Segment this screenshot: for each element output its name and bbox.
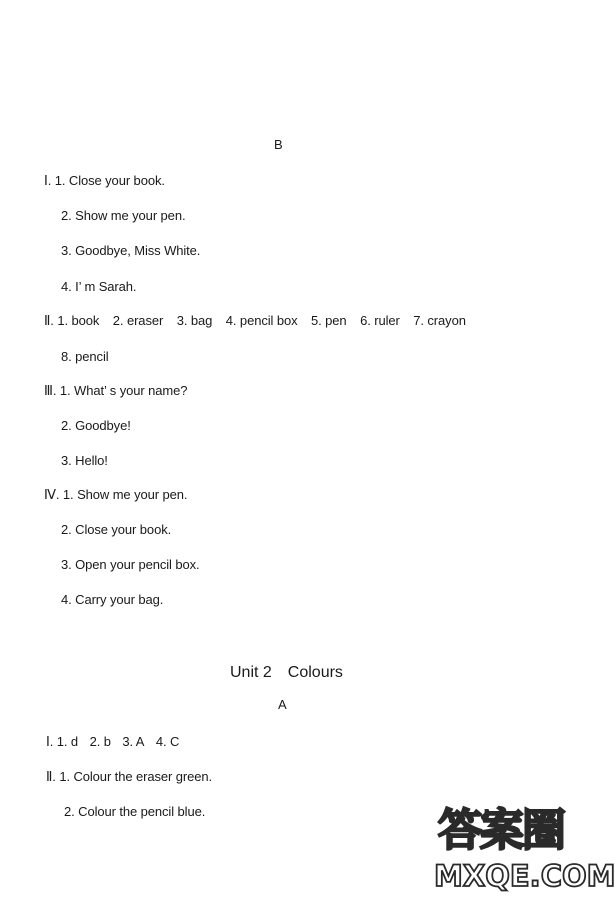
answer-line: Ⅰ. 1. Close your book. — [44, 173, 165, 188]
answer-line: Ⅳ. 1. Show me your pen. — [44, 487, 188, 502]
answer-item: Ⅱ. 1. book — [44, 313, 100, 328]
answer-line: 2. Colour the pencil blue. — [64, 804, 206, 819]
watermark-logo — [432, 805, 615, 894]
answer-line: 2. Show me your pen. — [61, 208, 186, 223]
unit-title: Unit 2 Colours — [230, 664, 343, 681]
answer-item: 5. pen — [311, 313, 347, 328]
answer-line: Ⅱ. 1. Colour the eraser green. — [46, 769, 212, 784]
answer-line: 2. Goodbye! — [61, 418, 131, 433]
answer-line: 4. Carry your bag. — [61, 592, 164, 607]
answer-item: Ⅰ. 1. d — [46, 734, 79, 749]
answer-line: Ⅲ. 1. What’ s your name? — [44, 383, 188, 398]
answer-line: 3. Open your pencil box. — [61, 557, 200, 572]
answer-item: 4. C — [155, 734, 180, 749]
section-heading-a: A — [278, 697, 287, 712]
answer-line: 2. Close your book. — [61, 522, 172, 537]
answer-line: 3. Goodbye, Miss White. — [61, 243, 201, 258]
answer-line-choices — [46, 734, 179, 750]
watermark-text-top: 答案圈 — [438, 805, 564, 856]
answer-item: 2. b — [89, 734, 111, 749]
answer-item: 2. eraser — [112, 313, 164, 328]
answer-line: 8. pencil — [61, 349, 109, 364]
answer-line: 3. Hello! — [61, 453, 108, 468]
answer-item: 7. crayon — [413, 313, 466, 328]
answer-line: 4. I’ m Sarah. — [61, 279, 137, 294]
answer-item: 6. ruler — [360, 313, 400, 328]
watermark-text-bottom: MXQE.COM — [434, 859, 615, 893]
answer-item: 3. bag — [176, 313, 213, 328]
section-heading-b: B — [274, 137, 283, 152]
answer-line-vocab — [44, 313, 466, 329]
answer-item: 3. A — [122, 734, 145, 749]
answer-item: 4. pencil box — [225, 313, 298, 328]
